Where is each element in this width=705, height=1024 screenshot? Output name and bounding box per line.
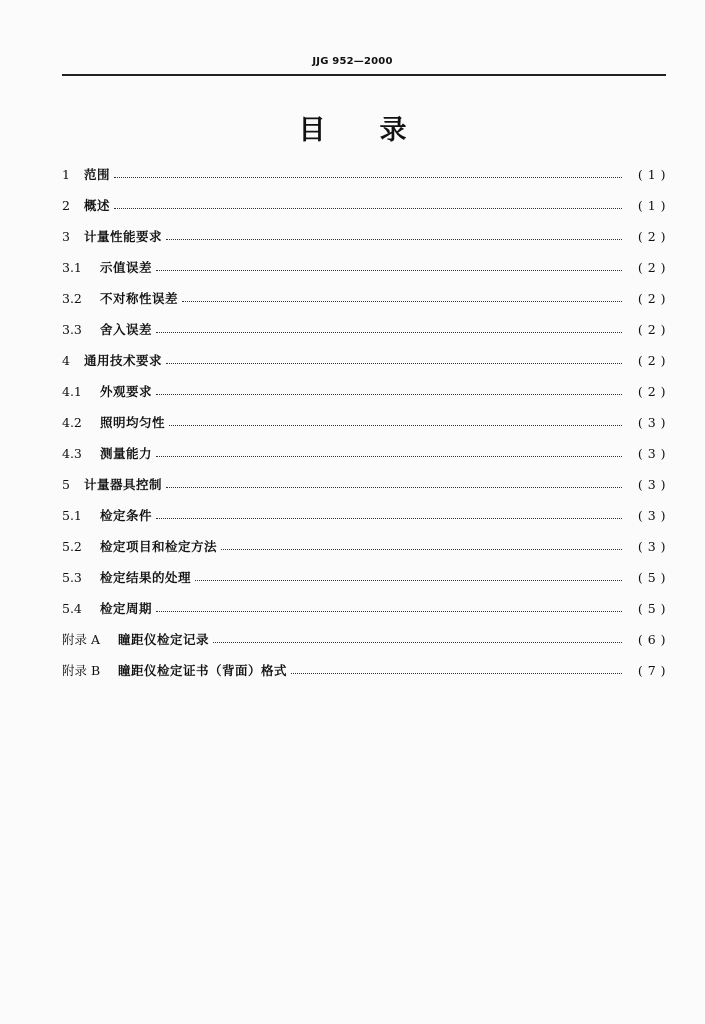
toc-leader bbox=[114, 208, 622, 209]
toc-leader bbox=[213, 642, 622, 643]
toc-entry-page: ( 2 ) bbox=[637, 353, 666, 369]
toc-entry-page: ( 6 ) bbox=[637, 632, 666, 648]
toc-entry-page: ( 3 ) bbox=[637, 415, 666, 431]
toc-entry-3-2[interactable] bbox=[62, 284, 666, 315]
toc-leader bbox=[156, 270, 622, 271]
toc-entry-number: 2 bbox=[62, 198, 70, 214]
toc-entry-number: 3.3 bbox=[62, 322, 82, 338]
toc-entry-number: 5 bbox=[62, 477, 70, 493]
toc-leader bbox=[169, 425, 622, 426]
toc-entry-page: ( 2 ) bbox=[637, 384, 666, 400]
toc-leader bbox=[156, 518, 622, 519]
toc-entry-page: ( 2 ) bbox=[637, 291, 666, 307]
toc-entry-number: 4.3 bbox=[62, 446, 82, 462]
toc-entry-label: 范围 bbox=[84, 167, 111, 183]
toc-entry-label: 检定周期 bbox=[100, 601, 153, 617]
toc-entry-label: 测量能力 bbox=[100, 446, 153, 462]
toc-leader bbox=[195, 580, 622, 581]
toc-entry-page: ( 3 ) bbox=[637, 477, 666, 493]
toc-entry-number: 5.3 bbox=[62, 570, 82, 586]
toc-entry-page: ( 7 ) bbox=[637, 663, 666, 679]
toc-entry-label: 瞳距仪检定记录 bbox=[118, 632, 210, 648]
toc-leader bbox=[291, 673, 622, 674]
toc-entry-number: 4 bbox=[62, 353, 70, 369]
toc-entry-4-2[interactable] bbox=[62, 408, 666, 439]
page-title: 目录 bbox=[298, 115, 461, 146]
toc-leader bbox=[166, 239, 622, 240]
toc-leader bbox=[166, 363, 622, 364]
toc-entry-2[interactable] bbox=[62, 191, 666, 222]
toc-entry-label: 照明均匀性 bbox=[100, 415, 166, 431]
toc-entry-3-1[interactable] bbox=[62, 253, 666, 284]
toc-entry-number: 1 bbox=[62, 167, 70, 183]
toc-entry-5[interactable] bbox=[62, 470, 666, 501]
toc-entry-4[interactable] bbox=[62, 346, 666, 377]
toc-entry-appendix-a[interactable] bbox=[62, 625, 666, 656]
toc-entry-page: ( 2 ) bbox=[637, 229, 666, 245]
toc-entry-page: ( 3 ) bbox=[637, 508, 666, 524]
toc-entry-label: 计量性能要求 bbox=[84, 229, 163, 245]
toc-leader bbox=[156, 332, 622, 333]
toc-entry-number: 附录 B bbox=[62, 663, 101, 679]
toc-entry-5-4[interactable] bbox=[62, 594, 666, 625]
toc-entry-label: 概述 bbox=[84, 198, 111, 214]
toc-entry-label: 外观要求 bbox=[100, 384, 153, 400]
toc-leader bbox=[182, 301, 622, 302]
toc-entry-label: 示值误差 bbox=[100, 260, 153, 276]
toc-entry-number: 3.1 bbox=[62, 260, 82, 276]
toc-entry-5-1[interactable] bbox=[62, 501, 666, 532]
toc-entry-3[interactable] bbox=[62, 222, 666, 253]
toc-entry-number: 5.1 bbox=[62, 508, 82, 524]
toc-entry-label: 检定项目和检定方法 bbox=[100, 539, 218, 555]
toc-entry-4-1[interactable] bbox=[62, 377, 666, 408]
toc-entry-3-3[interactable] bbox=[62, 315, 666, 346]
toc-entry-label: 检定结果的处理 bbox=[100, 570, 192, 586]
toc-leader bbox=[156, 394, 622, 395]
toc-entry-4-3[interactable] bbox=[62, 439, 666, 470]
document-header: JJG 952—2000 bbox=[312, 56, 393, 67]
toc-entry-number: 5.2 bbox=[62, 539, 82, 555]
toc-entry-number: 4.1 bbox=[62, 384, 82, 400]
toc-entry-appendix-b[interactable] bbox=[62, 656, 666, 687]
toc-entry-label: 舍入误差 bbox=[100, 322, 153, 338]
header-rule bbox=[62, 74, 666, 76]
toc-entry-number: 5.4 bbox=[62, 601, 82, 617]
toc-entry-number: 4.2 bbox=[62, 415, 82, 431]
toc-entry-label: 瞳距仪检定证书（背面）格式 bbox=[118, 663, 288, 679]
toc-entry-page: ( 2 ) bbox=[637, 260, 666, 276]
toc-entry-page: ( 3 ) bbox=[637, 539, 666, 555]
toc-entry-page: ( 1 ) bbox=[637, 198, 666, 214]
toc-leader bbox=[156, 456, 622, 457]
toc-entry-page: ( 5 ) bbox=[637, 601, 666, 617]
toc-entry-1[interactable] bbox=[62, 160, 666, 191]
toc-leader bbox=[221, 549, 622, 550]
toc-entry-label: 计量器具控制 bbox=[84, 477, 163, 493]
table-of-contents bbox=[62, 160, 666, 687]
toc-leader bbox=[166, 487, 622, 488]
toc-entry-page: ( 5 ) bbox=[637, 570, 666, 586]
toc-entry-number: 附录 A bbox=[62, 632, 101, 648]
toc-entry-5-2[interactable] bbox=[62, 532, 666, 563]
toc-entry-label: 检定条件 bbox=[100, 508, 153, 524]
toc-entry-number: 3.2 bbox=[62, 291, 82, 307]
toc-entry-label: 不对称性误差 bbox=[100, 291, 179, 307]
toc-entry-label: 通用技术要求 bbox=[84, 353, 163, 369]
toc-entry-page: ( 2 ) bbox=[637, 322, 666, 338]
toc-leader bbox=[156, 611, 622, 612]
toc-entry-number: 3 bbox=[62, 229, 70, 245]
toc-entry-page: ( 3 ) bbox=[637, 446, 666, 462]
toc-leader bbox=[114, 177, 622, 178]
toc-entry-page: ( 1 ) bbox=[637, 167, 666, 183]
toc-entry-5-3[interactable] bbox=[62, 563, 666, 594]
